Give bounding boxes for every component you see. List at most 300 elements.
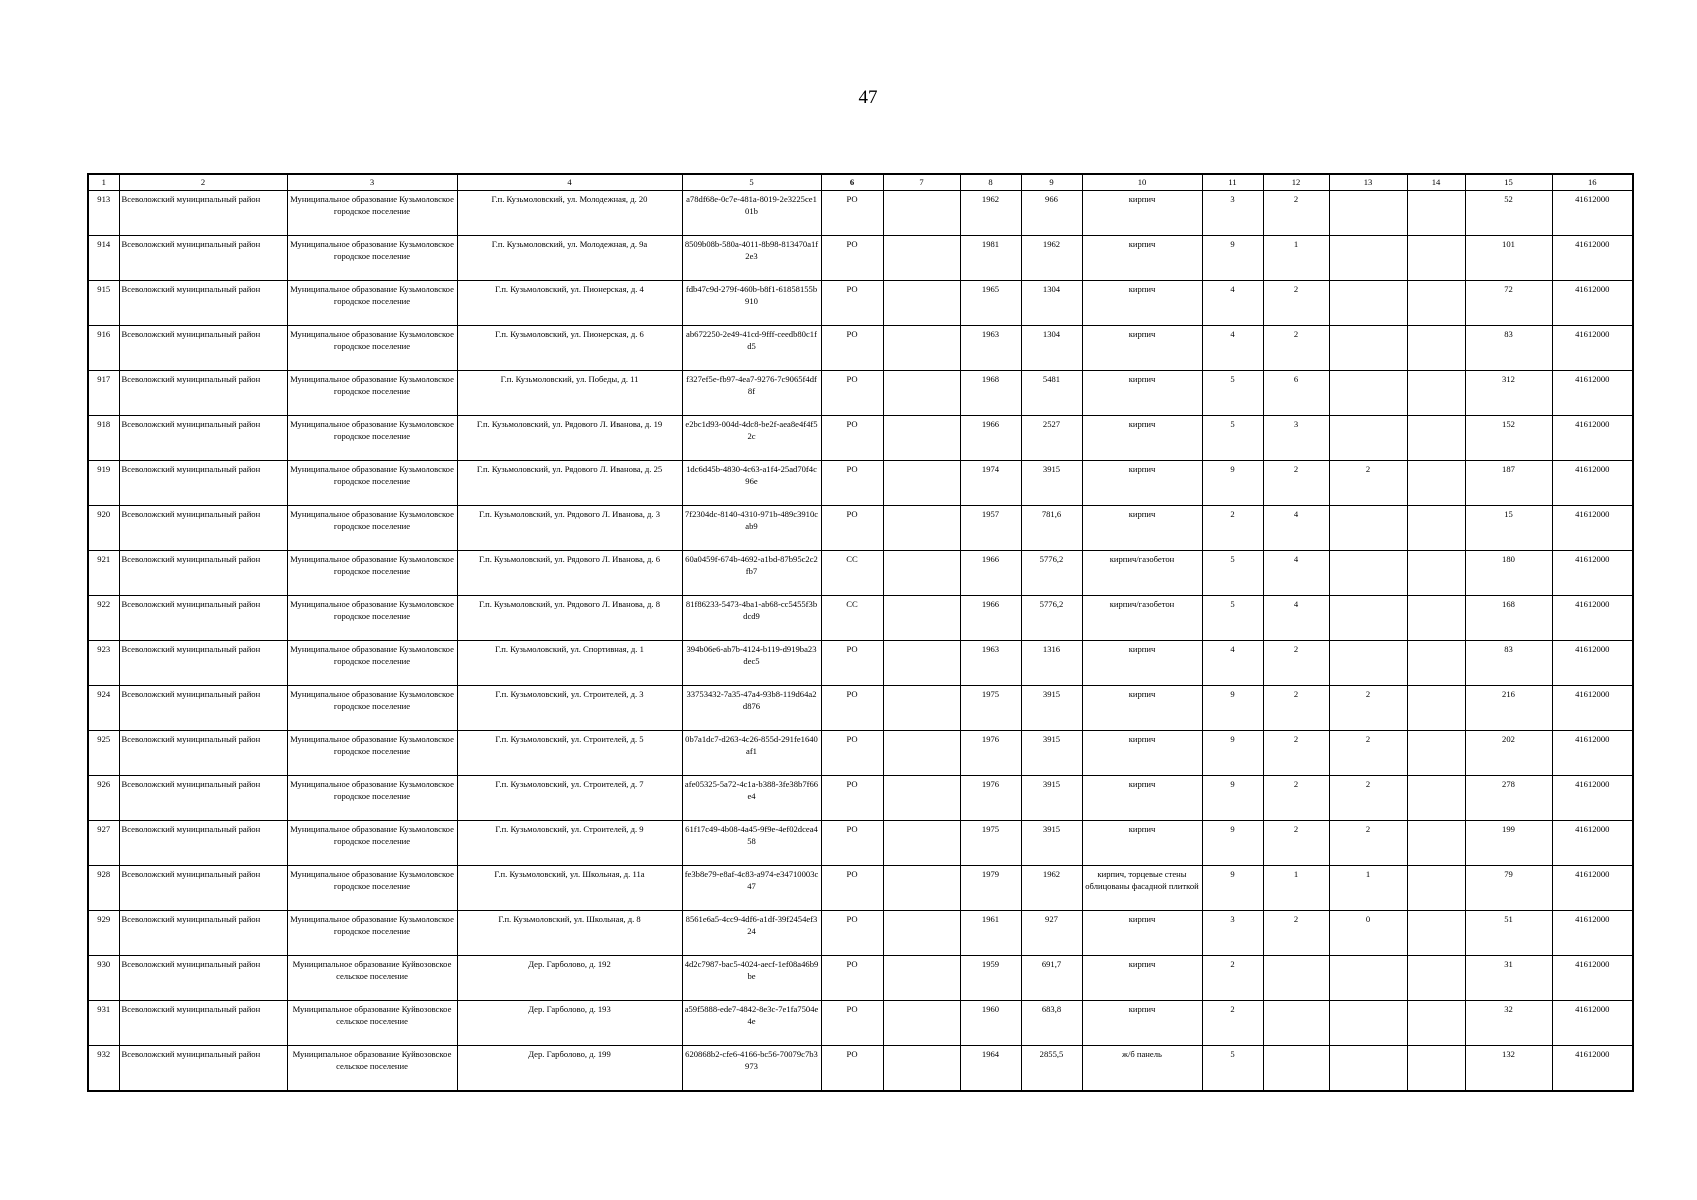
col14-cell [1407, 776, 1465, 821]
column-header: 8 [960, 174, 1021, 191]
district-cell: Всеволожский муниципальный район [119, 821, 287, 866]
column-header: 4 [457, 174, 682, 191]
column-header: 1 [88, 174, 119, 191]
district-cell: Всеволожский муниципальный район [119, 866, 287, 911]
material-cell: кирпич [1082, 371, 1202, 416]
col12-cell: 2 [1263, 641, 1329, 686]
municipality-cell: Муниципальное образование Кузьмоловское городское поселение [287, 551, 457, 596]
column-header: 16 [1552, 174, 1633, 191]
address-cell: Г.п. Кузьмоловский, ул. Рядового Л. Иванова, д. 19 [457, 416, 682, 461]
year-cell: 1965 [960, 281, 1021, 326]
row-number: 930 [88, 956, 119, 1001]
row-number: 918 [88, 416, 119, 461]
type-cell: СС [821, 596, 883, 641]
material-cell: кирпич [1082, 416, 1202, 461]
col7-cell [883, 236, 960, 281]
type-cell: РО [821, 191, 883, 236]
year-cell: 1960 [960, 1001, 1021, 1046]
oktmo-cell: 41612000 [1552, 506, 1633, 551]
area-cell: 781,6 [1021, 506, 1082, 551]
col15-cell: 31 [1465, 956, 1552, 1001]
table-row [88, 956, 1633, 1001]
type-cell: РО [821, 326, 883, 371]
col13-cell [1329, 326, 1407, 371]
row-number: 913 [88, 191, 119, 236]
address-cell: Дер. Гарболово, д. 193 [457, 1001, 682, 1046]
type-cell: РО [821, 686, 883, 731]
address-cell: Г.п. Кузьмоловский, ул. Строителей, д. 3 [457, 686, 682, 731]
type-cell: РО [821, 956, 883, 1001]
table-row [88, 596, 1633, 641]
col7-cell [883, 326, 960, 371]
column-header: 6 [821, 174, 883, 191]
area-cell: 1962 [1021, 236, 1082, 281]
table-row [88, 1001, 1633, 1046]
guid-cell: 60a0459f-674b-4692-a1bd-87b95c2c2fb7 [682, 551, 821, 596]
area-cell: 3915 [1021, 776, 1082, 821]
guid-cell: a59f5888-ede7-4842-8e3c-7e1fa7504e4e [682, 1001, 821, 1046]
district-cell: Всеволожский муниципальный район [119, 506, 287, 551]
material-cell: кирпич/газобетон [1082, 551, 1202, 596]
municipality-cell: Муниципальное образование Кузьмоловское городское поселение [287, 416, 457, 461]
col11-cell: 5 [1202, 416, 1263, 461]
col13-cell [1329, 281, 1407, 326]
area-cell: 683,8 [1021, 1001, 1082, 1046]
district-cell: Всеволожский муниципальный район [119, 371, 287, 416]
col14-cell [1407, 641, 1465, 686]
material-cell: кирпич [1082, 641, 1202, 686]
area-cell: 3915 [1021, 821, 1082, 866]
type-cell: РО [821, 1046, 883, 1092]
col12-cell: 1 [1263, 866, 1329, 911]
table-row [88, 686, 1633, 731]
col13-cell: 2 [1329, 461, 1407, 506]
col15-cell: 278 [1465, 776, 1552, 821]
col14-cell [1407, 911, 1465, 956]
guid-cell: 0b7a1dc7-d263-4c26-855d-291fe1640af1 [682, 731, 821, 776]
address-cell: Г.п. Кузьмоловский, ул. Рядового Л. Иванова, д. 25 [457, 461, 682, 506]
col13-cell [1329, 371, 1407, 416]
col15-cell: 216 [1465, 686, 1552, 731]
oktmo-cell: 41612000 [1552, 1001, 1633, 1046]
col11-cell: 9 [1202, 776, 1263, 821]
col11-cell: 4 [1202, 326, 1263, 371]
col11-cell: 9 [1202, 731, 1263, 776]
table-row [88, 191, 1633, 236]
col14-cell [1407, 731, 1465, 776]
address-cell: Г.п. Кузьмоловский, ул. Строителей, д. 5 [457, 731, 682, 776]
year-cell: 1975 [960, 686, 1021, 731]
col14-cell [1407, 281, 1465, 326]
col7-cell [883, 506, 960, 551]
material-cell: кирпич, торцевые стены облицованы фасадной плиткой [1082, 866, 1202, 911]
col11-cell: 9 [1202, 866, 1263, 911]
column-header: 5 [682, 174, 821, 191]
table-row [88, 506, 1633, 551]
type-cell: РО [821, 731, 883, 776]
material-cell: ж/б панель [1082, 1046, 1202, 1092]
address-cell: Дер. Гарболово, д. 192 [457, 956, 682, 1001]
col7-cell [883, 461, 960, 506]
oktmo-cell: 41612000 [1552, 821, 1633, 866]
col12-cell: 2 [1263, 461, 1329, 506]
row-number: 931 [88, 1001, 119, 1046]
oktmo-cell: 41612000 [1552, 371, 1633, 416]
district-cell: Всеволожский муниципальный район [119, 1001, 287, 1046]
area-cell: 3915 [1021, 731, 1082, 776]
col15-cell: 152 [1465, 416, 1552, 461]
year-cell: 1959 [960, 956, 1021, 1001]
guid-cell: 4d2c7987-bac5-4024-aecf-1ef08a46b9be [682, 956, 821, 1001]
municipality-cell: Муниципальное образование Куйвозовское сельское поселение [287, 1001, 457, 1046]
col11-cell: 3 [1202, 191, 1263, 236]
col12-cell: 2 [1263, 191, 1329, 236]
col7-cell [883, 551, 960, 596]
municipality-cell: Муниципальное образование Кузьмоловское городское поселение [287, 506, 457, 551]
col14-cell [1407, 821, 1465, 866]
district-cell: Всеволожский муниципальный район [119, 191, 287, 236]
col13-cell: 2 [1329, 731, 1407, 776]
address-cell: Г.п. Кузьмоловский, ул. Пионерская, д. 6 [457, 326, 682, 371]
year-cell: 1963 [960, 641, 1021, 686]
material-cell: кирпич [1082, 776, 1202, 821]
col12-cell: 2 [1263, 731, 1329, 776]
municipality-cell: Муниципальное образование Кузьмоловское городское поселение [287, 776, 457, 821]
col15-cell: 52 [1465, 191, 1552, 236]
address-cell: Г.п. Кузьмоловский, ул. Молодежная, д. 9а [457, 236, 682, 281]
address-cell: Дер. Гарболово, д. 199 [457, 1046, 682, 1092]
column-header: 13 [1329, 174, 1407, 191]
type-cell: РО [821, 506, 883, 551]
col14-cell [1407, 461, 1465, 506]
col14-cell [1407, 686, 1465, 731]
col12-cell: 2 [1263, 326, 1329, 371]
municipality-cell: Муниципальное образование Кузьмоловское городское поселение [287, 911, 457, 956]
col7-cell [883, 596, 960, 641]
year-cell: 1974 [960, 461, 1021, 506]
table-row [88, 866, 1633, 911]
oktmo-cell: 41612000 [1552, 596, 1633, 641]
col11-cell: 5 [1202, 596, 1263, 641]
col13-cell [1329, 236, 1407, 281]
col14-cell [1407, 1046, 1465, 1092]
municipality-cell: Муниципальное образование Кузьмоловское городское поселение [287, 596, 457, 641]
col15-cell: 187 [1465, 461, 1552, 506]
col15-cell: 83 [1465, 641, 1552, 686]
row-number: 920 [88, 506, 119, 551]
area-cell: 3915 [1021, 686, 1082, 731]
col14-cell [1407, 551, 1465, 596]
table-row [88, 821, 1633, 866]
col15-cell: 202 [1465, 731, 1552, 776]
oktmo-cell: 41612000 [1552, 281, 1633, 326]
col13-cell [1329, 1046, 1407, 1092]
oktmo-cell: 41612000 [1552, 911, 1633, 956]
col7-cell [883, 956, 960, 1001]
year-cell: 1961 [960, 911, 1021, 956]
col7-cell [883, 191, 960, 236]
type-cell: СС [821, 551, 883, 596]
material-cell: кирпич/газобетон [1082, 596, 1202, 641]
oktmo-cell: 41612000 [1552, 641, 1633, 686]
oktmo-cell: 41612000 [1552, 461, 1633, 506]
col12-cell: 2 [1263, 911, 1329, 956]
area-cell: 5481 [1021, 371, 1082, 416]
address-cell: Г.п. Кузьмоловский, ул. Молодежная, д. 20 [457, 191, 682, 236]
district-cell: Всеволожский муниципальный район [119, 731, 287, 776]
col14-cell [1407, 191, 1465, 236]
type-cell: РО [821, 1001, 883, 1046]
col12-cell: 2 [1263, 281, 1329, 326]
municipality-cell: Муниципальное образование Куйвозовское сельское поселение [287, 1046, 457, 1092]
row-number: 914 [88, 236, 119, 281]
row-number: 922 [88, 596, 119, 641]
district-cell: Всеволожский муниципальный район [119, 281, 287, 326]
municipality-cell: Муниципальное образование Кузьмоловское городское поселение [287, 326, 457, 371]
row-number: 929 [88, 911, 119, 956]
oktmo-cell: 41612000 [1552, 1046, 1633, 1092]
header-row [88, 174, 1633, 191]
column-header: 2 [119, 174, 287, 191]
column-header: 11 [1202, 174, 1263, 191]
district-cell: Всеволожский муниципальный район [119, 416, 287, 461]
area-cell: 1304 [1021, 326, 1082, 371]
type-cell: РО [821, 281, 883, 326]
address-cell: Г.п. Кузьмоловский, ул. Рядового Л. Иванова, д. 8 [457, 596, 682, 641]
col7-cell [883, 641, 960, 686]
area-cell: 5776,2 [1021, 551, 1082, 596]
area-cell: 1304 [1021, 281, 1082, 326]
col14-cell [1407, 506, 1465, 551]
address-cell: Г.п. Кузьмоловский, ул. Школьная, д. 8 [457, 911, 682, 956]
municipality-cell: Муниципальное образование Кузьмоловское городское поселение [287, 371, 457, 416]
table-row [88, 1046, 1633, 1092]
col15-cell: 51 [1465, 911, 1552, 956]
col12-cell [1263, 956, 1329, 1001]
municipality-cell: Муниципальное образование Кузьмоловское городское поселение [287, 281, 457, 326]
area-cell: 2527 [1021, 416, 1082, 461]
col12-cell: 6 [1263, 371, 1329, 416]
area-cell: 3915 [1021, 461, 1082, 506]
guid-cell: 394b06e6-ab7b-4124-b119-d919ba23dec5 [682, 641, 821, 686]
year-cell: 1962 [960, 191, 1021, 236]
material-cell: кирпич [1082, 956, 1202, 1001]
col15-cell: 15 [1465, 506, 1552, 551]
guid-cell: 8509b08b-580a-4011-8b98-813470a1f2e3 [682, 236, 821, 281]
year-cell: 1966 [960, 416, 1021, 461]
row-number: 916 [88, 326, 119, 371]
guid-cell: 620868b2-cfe6-4166-bc56-70079c7b3973 [682, 1046, 821, 1092]
municipality-cell: Муниципальное образование Кузьмоловское городское поселение [287, 236, 457, 281]
row-number: 919 [88, 461, 119, 506]
type-cell: РО [821, 461, 883, 506]
column-header: 3 [287, 174, 457, 191]
address-cell: Г.п. Кузьмоловский, ул. Рядового Л. Иванова, д. 6 [457, 551, 682, 596]
col12-cell: 4 [1263, 551, 1329, 596]
col11-cell: 2 [1202, 506, 1263, 551]
col11-cell: 9 [1202, 821, 1263, 866]
material-cell: кирпич [1082, 326, 1202, 371]
material-cell: кирпич [1082, 731, 1202, 776]
col13-cell: 2 [1329, 686, 1407, 731]
table-row [88, 641, 1633, 686]
column-header: 7 [883, 174, 960, 191]
material-cell: кирпич [1082, 1001, 1202, 1046]
col15-cell: 72 [1465, 281, 1552, 326]
oktmo-cell: 41612000 [1552, 956, 1633, 1001]
col13-cell: 2 [1329, 776, 1407, 821]
col13-cell [1329, 1001, 1407, 1046]
col14-cell [1407, 596, 1465, 641]
col15-cell: 132 [1465, 1046, 1552, 1092]
address-cell: Г.п. Кузьмоловский, ул. Школьная, д. 11а [457, 866, 682, 911]
col15-cell: 312 [1465, 371, 1552, 416]
col12-cell: 3 [1263, 416, 1329, 461]
col15-cell: 83 [1465, 326, 1552, 371]
material-cell: кирпич [1082, 686, 1202, 731]
col7-cell [883, 281, 960, 326]
col15-cell: 180 [1465, 551, 1552, 596]
col13-cell: 0 [1329, 911, 1407, 956]
table-row [88, 461, 1633, 506]
guid-cell: 1dc6d45b-4830-4c63-a1f4-25ad70f4c96e [682, 461, 821, 506]
year-cell: 1966 [960, 551, 1021, 596]
year-cell: 1968 [960, 371, 1021, 416]
year-cell: 1979 [960, 866, 1021, 911]
col13-cell [1329, 641, 1407, 686]
district-cell: Всеволожский муниципальный район [119, 551, 287, 596]
material-cell: кирпич [1082, 506, 1202, 551]
address-cell: Г.п. Кузьмоловский, ул. Пионерская, д. 4 [457, 281, 682, 326]
table-row [88, 416, 1633, 461]
col7-cell [883, 416, 960, 461]
col12-cell: 2 [1263, 686, 1329, 731]
area-cell: 966 [1021, 191, 1082, 236]
column-header: 9 [1021, 174, 1082, 191]
col11-cell: 9 [1202, 236, 1263, 281]
district-cell: Всеволожский муниципальный район [119, 326, 287, 371]
area-cell: 5776,2 [1021, 596, 1082, 641]
type-cell: РО [821, 371, 883, 416]
guid-cell: e2bc1d93-004d-4dc8-be2f-aea8e4f4f52c [682, 416, 821, 461]
district-cell: Всеволожский муниципальный район [119, 236, 287, 281]
year-cell: 1963 [960, 326, 1021, 371]
year-cell: 1976 [960, 731, 1021, 776]
type-cell: РО [821, 821, 883, 866]
area-cell: 2855,5 [1021, 1046, 1082, 1092]
guid-cell: 61f17c49-4b08-4a45-9f9e-4ef02dcea458 [682, 821, 821, 866]
municipality-cell: Муниципальное образование Кузьмоловское городское поселение [287, 866, 457, 911]
col11-cell: 5 [1202, 551, 1263, 596]
col13-cell [1329, 191, 1407, 236]
guid-cell: 81f86233-5473-4ba1-ab68-cc5455f3bdcd9 [682, 596, 821, 641]
type-cell: РО [821, 866, 883, 911]
table-row [88, 371, 1633, 416]
col13-cell [1329, 956, 1407, 1001]
area-cell: 1316 [1021, 641, 1082, 686]
row-number: 928 [88, 866, 119, 911]
guid-cell: f327ef5e-fb97-4ea7-9276-7c9065f4df8f [682, 371, 821, 416]
year-cell: 1957 [960, 506, 1021, 551]
col7-cell [883, 1001, 960, 1046]
row-number: 927 [88, 821, 119, 866]
col14-cell [1407, 866, 1465, 911]
row-number: 923 [88, 641, 119, 686]
district-cell: Всеволожский муниципальный район [119, 1046, 287, 1092]
col11-cell: 4 [1202, 281, 1263, 326]
address-cell: Г.п. Кузьмоловский, ул. Строителей, д. 9 [457, 821, 682, 866]
col7-cell [883, 911, 960, 956]
area-cell: 1962 [1021, 866, 1082, 911]
col14-cell [1407, 956, 1465, 1001]
address-cell: Г.п. Кузьмоловский, ул. Победы, д. 11 [457, 371, 682, 416]
guid-cell: ab672250-2e49-41cd-9fff-ceedb80c1fd5 [682, 326, 821, 371]
col15-cell: 79 [1465, 866, 1552, 911]
column-header: 12 [1263, 174, 1329, 191]
col14-cell [1407, 236, 1465, 281]
municipality-cell: Муниципальное образование Кузьмоловское городское поселение [287, 821, 457, 866]
year-cell: 1975 [960, 821, 1021, 866]
oktmo-cell: 41612000 [1552, 776, 1633, 821]
col7-cell [883, 371, 960, 416]
material-cell: кирпич [1082, 461, 1202, 506]
row-number: 926 [88, 776, 119, 821]
col12-cell [1263, 1001, 1329, 1046]
table-row [88, 776, 1633, 821]
guid-cell: fe3b8e79-e8af-4c83-a974-e34710003c47 [682, 866, 821, 911]
district-cell: Всеволожский муниципальный район [119, 461, 287, 506]
col15-cell: 32 [1465, 1001, 1552, 1046]
guid-cell: 8561e6a5-4cc9-4df6-a1df-39f2454ef324 [682, 911, 821, 956]
type-cell: РО [821, 236, 883, 281]
row-number: 924 [88, 686, 119, 731]
district-cell: Всеволожский муниципальный район [119, 956, 287, 1001]
table-row [88, 551, 1633, 596]
material-cell: кирпич [1082, 236, 1202, 281]
col13-cell [1329, 506, 1407, 551]
municipality-cell: Муниципальное образование Кузьмоловское городское поселение [287, 686, 457, 731]
column-header: 10 [1082, 174, 1202, 191]
table-row [88, 281, 1633, 326]
municipality-cell: Муниципальное образование Кузьмоловское городское поселение [287, 731, 457, 776]
table-row [88, 731, 1633, 776]
district-cell: Всеволожский муниципальный район [119, 641, 287, 686]
row-number: 932 [88, 1046, 119, 1092]
row-number: 921 [88, 551, 119, 596]
col11-cell: 2 [1202, 1001, 1263, 1046]
type-cell: РО [821, 776, 883, 821]
oktmo-cell: 41612000 [1552, 191, 1633, 236]
col14-cell [1407, 1001, 1465, 1046]
oktmo-cell: 41612000 [1552, 866, 1633, 911]
oktmo-cell: 41612000 [1552, 416, 1633, 461]
column-header: 14 [1407, 174, 1465, 191]
col7-cell [883, 866, 960, 911]
col14-cell [1407, 371, 1465, 416]
col11-cell: 2 [1202, 956, 1263, 1001]
district-cell: Всеволожский муниципальный район [119, 776, 287, 821]
col12-cell: 2 [1263, 776, 1329, 821]
type-cell: РО [821, 911, 883, 956]
col12-cell: 4 [1263, 596, 1329, 641]
col11-cell: 3 [1202, 911, 1263, 956]
row-number: 917 [88, 371, 119, 416]
material-cell: кирпич [1082, 191, 1202, 236]
col15-cell: 199 [1465, 821, 1552, 866]
municipality-cell: Муниципальное образование Куйвозовское сельское поселение [287, 956, 457, 1001]
type-cell: РО [821, 641, 883, 686]
table-row [88, 236, 1633, 281]
